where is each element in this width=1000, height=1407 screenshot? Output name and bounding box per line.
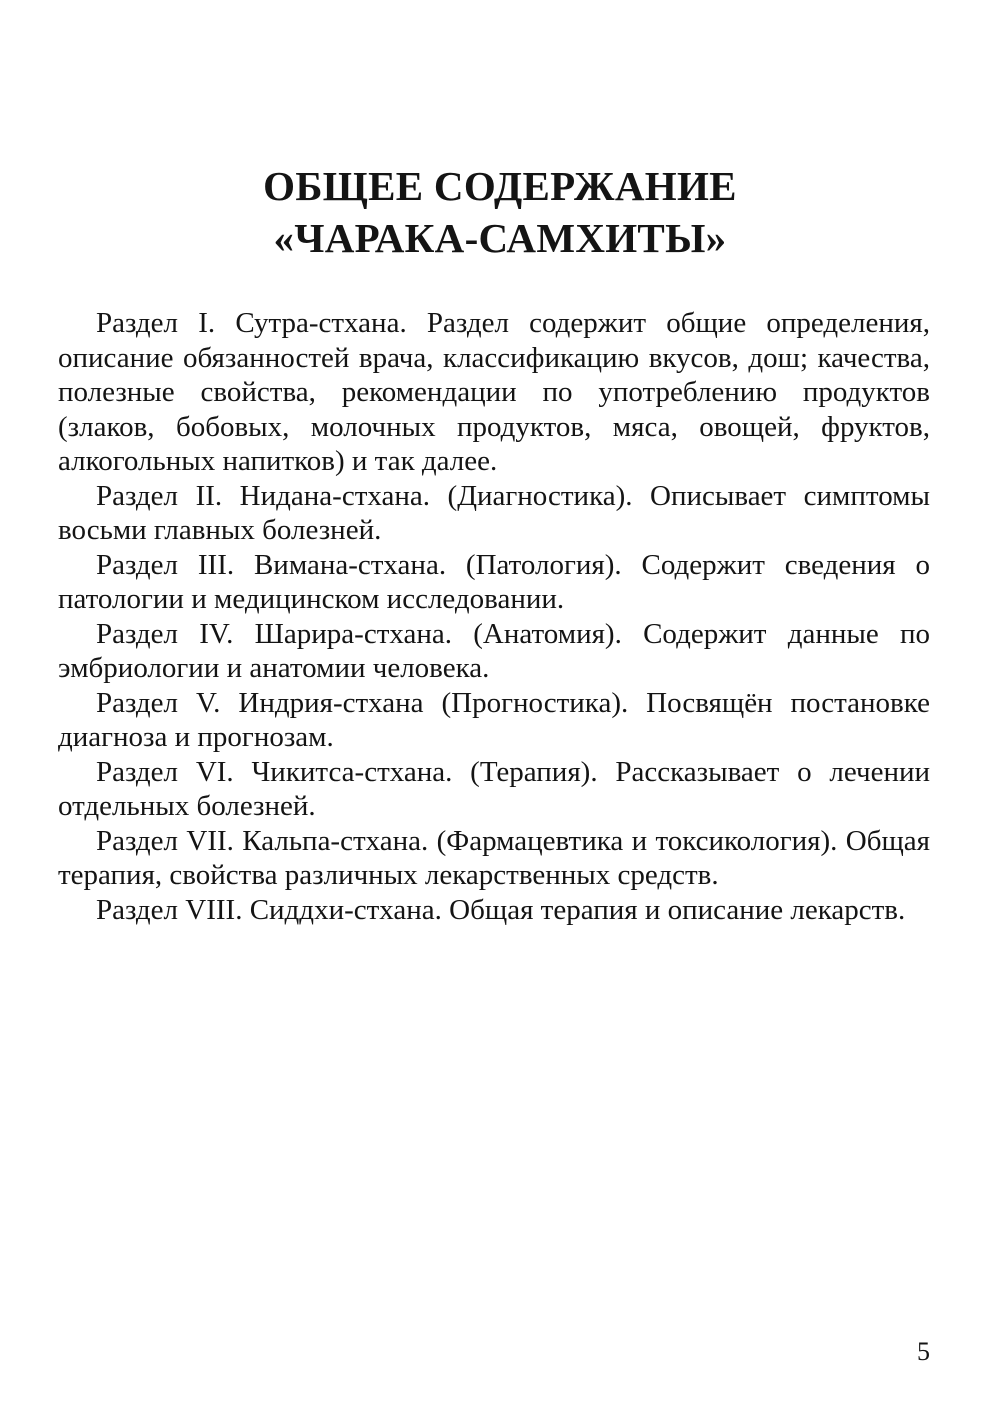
section-4-paragraph: Раздел IV. Шарира-стхана. (Анатомия). Содержит данные по эмбриологии и анатомии человека. <box>58 617 930 684</box>
section-6-paragraph: Раздел VI. Чикитса-стхана. (Терапия). Рассказывает о лечении отдельных болезней. <box>58 755 930 822</box>
section-2-paragraph: Раздел II. Нидана-стхана. (Диагностика). Описывает симптомы восьми главных болезней. <box>58 479 930 546</box>
section-5-paragraph: Раздел V. Индрия-стхана (Прогностика). Посвящён постановке диагноза и прогнозам. <box>58 686 930 753</box>
section-8-paragraph: Раздел VIII. Сиддхи-стхана. Общая терапия и описание лекарств. <box>96 893 906 926</box>
contents-body <box>58 306 930 927</box>
page-title-line-2: «ЧАРАКА-САМХИТЫ» <box>273 215 727 261</box>
page-title <box>0 160 1000 264</box>
section-7-paragraph: Раздел VII. Кальпа-стхана. (Фармацевтика и токсикология). Общая терапия, свойства различных лекарственных средств. <box>58 824 930 891</box>
page-title-line-1: ОБЩЕЕ СОДЕРЖАНИЕ <box>263 163 737 209</box>
section-3-paragraph: Раздел III. Вимана-стхана. (Патология). Содержит сведения о патологии и медицинском исследовании. <box>58 548 930 615</box>
page-number: 5 <box>917 1337 930 1366</box>
section-1-paragraph: Раздел I. Сутра-стхана. Раздел содержит общие определения, описание обязанностей врача, классификацию вкусов, дош; качества, полезные свойства, рекомендации по употреблению продуктов (злаков, бобовых, молочных продуктов, мяса, овощей, фруктов, алкогольных напитков) и так далее. <box>58 307 930 477</box>
